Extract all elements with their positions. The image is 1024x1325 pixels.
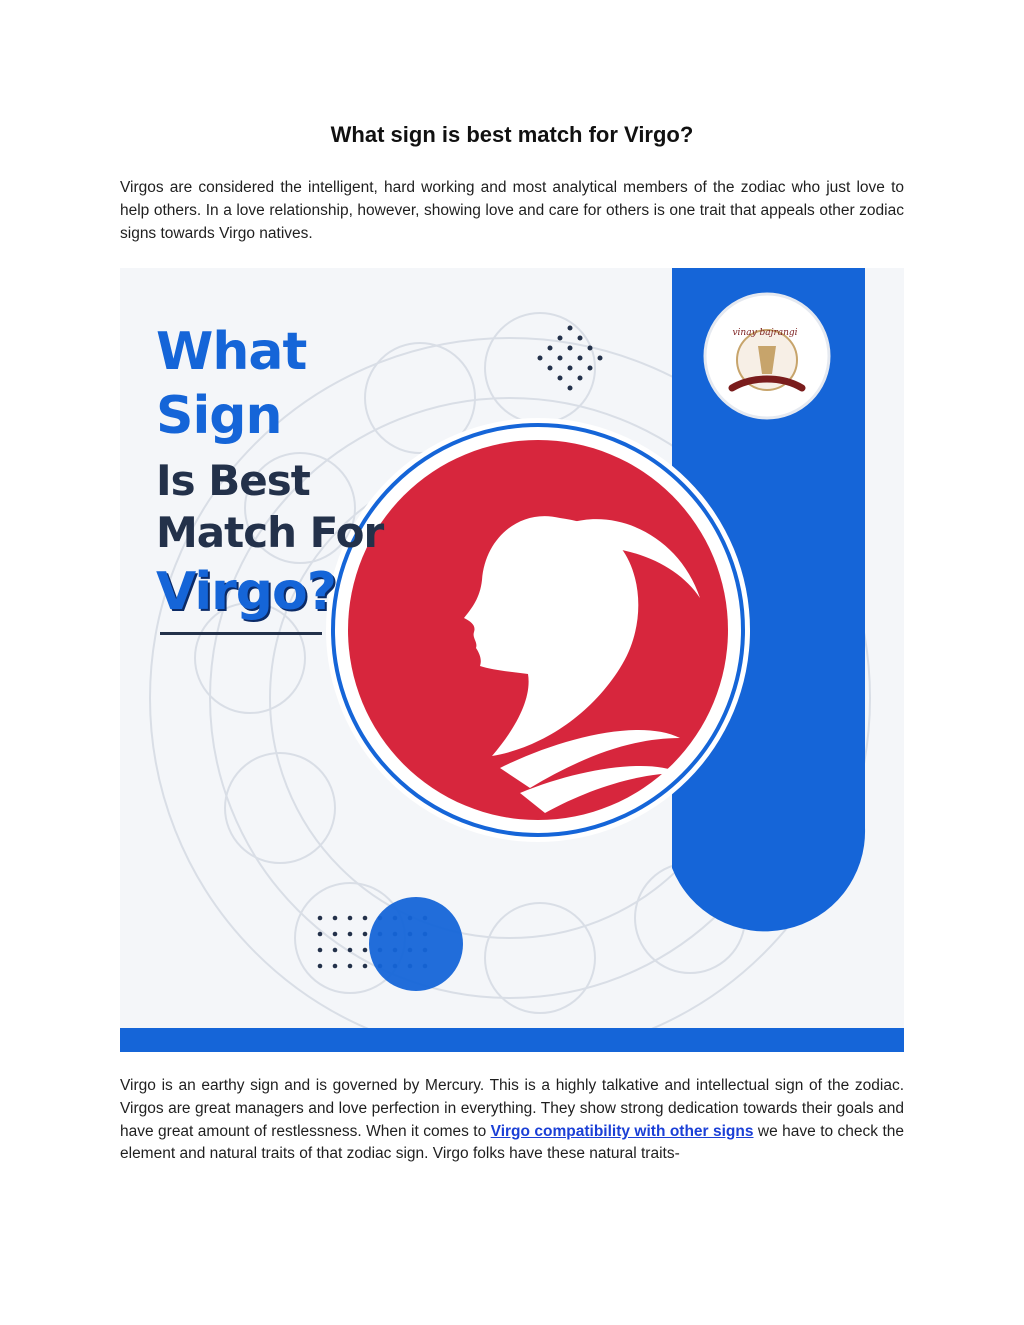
headline-line-5: Virgo?: [156, 562, 336, 622]
headline-line-4: Match For: [156, 508, 384, 557]
headline-line-3: Is Best: [156, 456, 310, 505]
body-text-before-link: Virgo is an earthy sign and is governed by Mercury. This is a highly talkative and intellectual sign of the zodiac. Virgos are great managers and love perfection in everything. They show strong dedication towards their goals and have great amount of restlessness. When it comes to: [120, 1077, 904, 1140]
intro-paragraph: Virgos are considered the intelligent, hard working and most analytical members of the zodiac who just love to help others. In a love relationship, however, showing love and care for others is one trait that appeals other zodiac signs towards Virgo natives.: [120, 179, 904, 242]
astrologer-logo-icon: [705, 294, 829, 418]
decorative-blue-circle: [369, 897, 463, 991]
headline-line-1: What: [156, 322, 307, 382]
virgo-compatibility-link[interactable]: Virgo compatibility with other signs: [490, 1122, 754, 1140]
body-paragraph: [120, 1075, 904, 1166]
hero-image: [120, 268, 904, 1052]
headline-underline: [160, 632, 322, 635]
bottom-blue-stripe: [120, 1028, 904, 1052]
page-title: What sign is best match for Virgo?: [330, 122, 694, 147]
virgo-emblem: [326, 418, 750, 842]
logo-text: vinay bajrangi: [732, 328, 798, 338]
headline-line-2: Sign: [156, 386, 282, 446]
body-text-after-link: we have to check the element and natural traits of that zodiac sign. Virgo folks have these natural traits-: [120, 1122, 905, 1163]
